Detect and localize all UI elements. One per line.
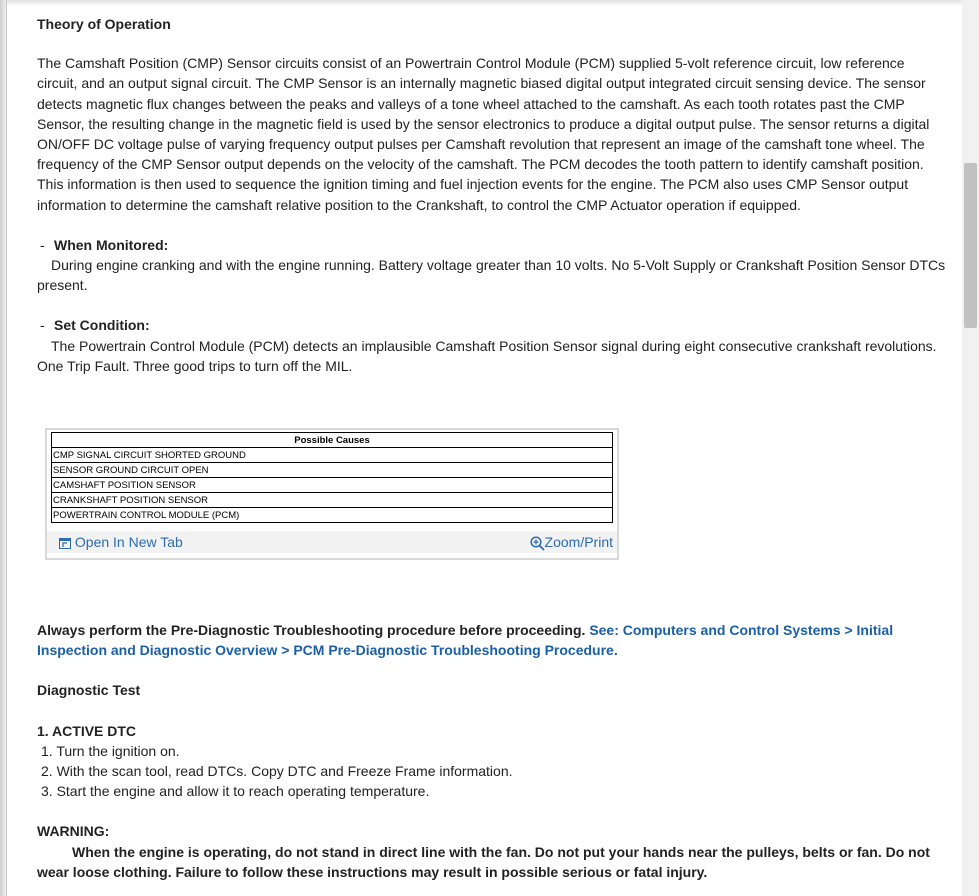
table-row [52,478,613,493]
theory-heading: Theory of Operation [37,16,171,32]
when-monitored-label: When Monitored: [54,236,169,253]
when-monitored-heading [37,235,947,255]
possible-causes-figure [45,428,619,560]
cause-cell: CMP SIGNAL CIRCUIT SHORTED GROUND [52,448,613,463]
cause-cell: SENSOR GROUND CIRCUIT OPEN [52,463,613,478]
zoom-in-icon [530,536,545,551]
bullet-dash: - [40,236,45,253]
warning-text: When the engine is operating, do not stand in direct line with the fan. Do not put your hands near the pulleys, belts or fan. Do not wear loose clothing. Failure to follow these instructions may result in possible serious or fatal injury. [37,843,930,880]
open-in-new-tab-link[interactable] [59,531,183,553]
possible-causes-header: Possible Causes [52,433,613,448]
possible-causes-table [51,432,613,523]
table-row [52,508,613,523]
set-condition-heading [37,315,947,335]
theory-body: The Camshaft Position (CMP) Sensor circuits consist of an Powertrain Control Module (PCM) supplied 5-volt reference circuit, low reference circuit, and an output signal circuit. The CMP Sensor is an internally magnetic biased digital output integrated circuit sensing device. The sensor detects magnetic flux changes between the peaks and valleys of a tone wheel attached to the camshaft. As each tooth rotates past the CMP Sensor, the resulting change in the magnetic field is used by the sensor electronics to produce a digital output pulse. The sensor returns a digital ON/OFF DC voltage pulse of varying frequency output pulses per Camshaft revolution that represent an image of the camshaft tone wheel. The frequency of the CMP Sensor output depends on the velocity of the camshaft. The PCM decodes the tooth pattern to identify camshaft position. This information is then used to sequence the ignition timing and fuel injection events for the engine. The PCM also uses CMP Sensor output information to determine the camshaft relative position to the Crankshaft, to control the CMP Actuator operation if equipped. [37,55,930,213]
cause-cell: CRANKSHAFT POSITION SENSOR [52,493,613,508]
step-list [37,741,947,802]
open-in-new-tab-label: Open In New Tab [74,534,183,551]
scrollbar-thumb[interactable] [964,163,977,328]
warning-label: WARNING: [37,823,110,840]
cause-cell: POWERTRAIN CONTROL MODULE (PCM) [52,508,613,523]
bullet-dash: - [40,317,45,334]
list-item: 3. Start the engine and allow it to reach operating temperature. [41,783,430,800]
set-condition-label: Set Condition: [54,317,150,334]
figure-toolbar [47,531,617,553]
step-title: 1. ACTIVE DTC [37,722,137,739]
vertical-scrollbar[interactable] [962,0,979,896]
list-item: 2. With the scan tool, read DTCs. Copy DTC and Freeze Frame information. [41,763,513,780]
table-row [52,493,613,508]
table-row [52,463,613,478]
set-condition-text: The Powertrain Control Module (PCM) detects an implausible Camshaft Position Sensor signal during eight consecutive crankshaft revolutions. One Trip Fault. Three good trips to turn off the MIL. [37,337,937,374]
list-item: 1. Turn the ignition on. [41,742,180,759]
top-shadow [7,0,962,6]
diagnostic-test-heading: Diagnostic Test [37,682,141,699]
pre-diagnostic-text: Always perform the Pre-Diagnostic Troubleshooting procedure before proceeding. [37,622,586,639]
document-content [37,14,947,882]
zoom-print-link[interactable] [530,531,613,553]
zoom-print-label: Zoom/Print [544,534,613,551]
pre-diagnostic-link[interactable]: See: Computers and Control Systems > Initial Inspection and Diagnostic Overview > PCM Pre-Diagnostic Troubleshooting Procedure. [37,622,894,659]
when-monitored-text: During engine cranking and with the engine running. Battery voltage greater than 10 volts. No 5-Volt Supply or Crankshaft Position Sensor DTCs present. [37,257,946,294]
new-tab-icon [59,538,71,549]
left-border-line [6,0,7,896]
table-row [52,448,613,463]
pre-diagnostic-note [37,620,947,660]
cause-cell: CAMSHAFT POSITION SENSOR [52,478,613,493]
